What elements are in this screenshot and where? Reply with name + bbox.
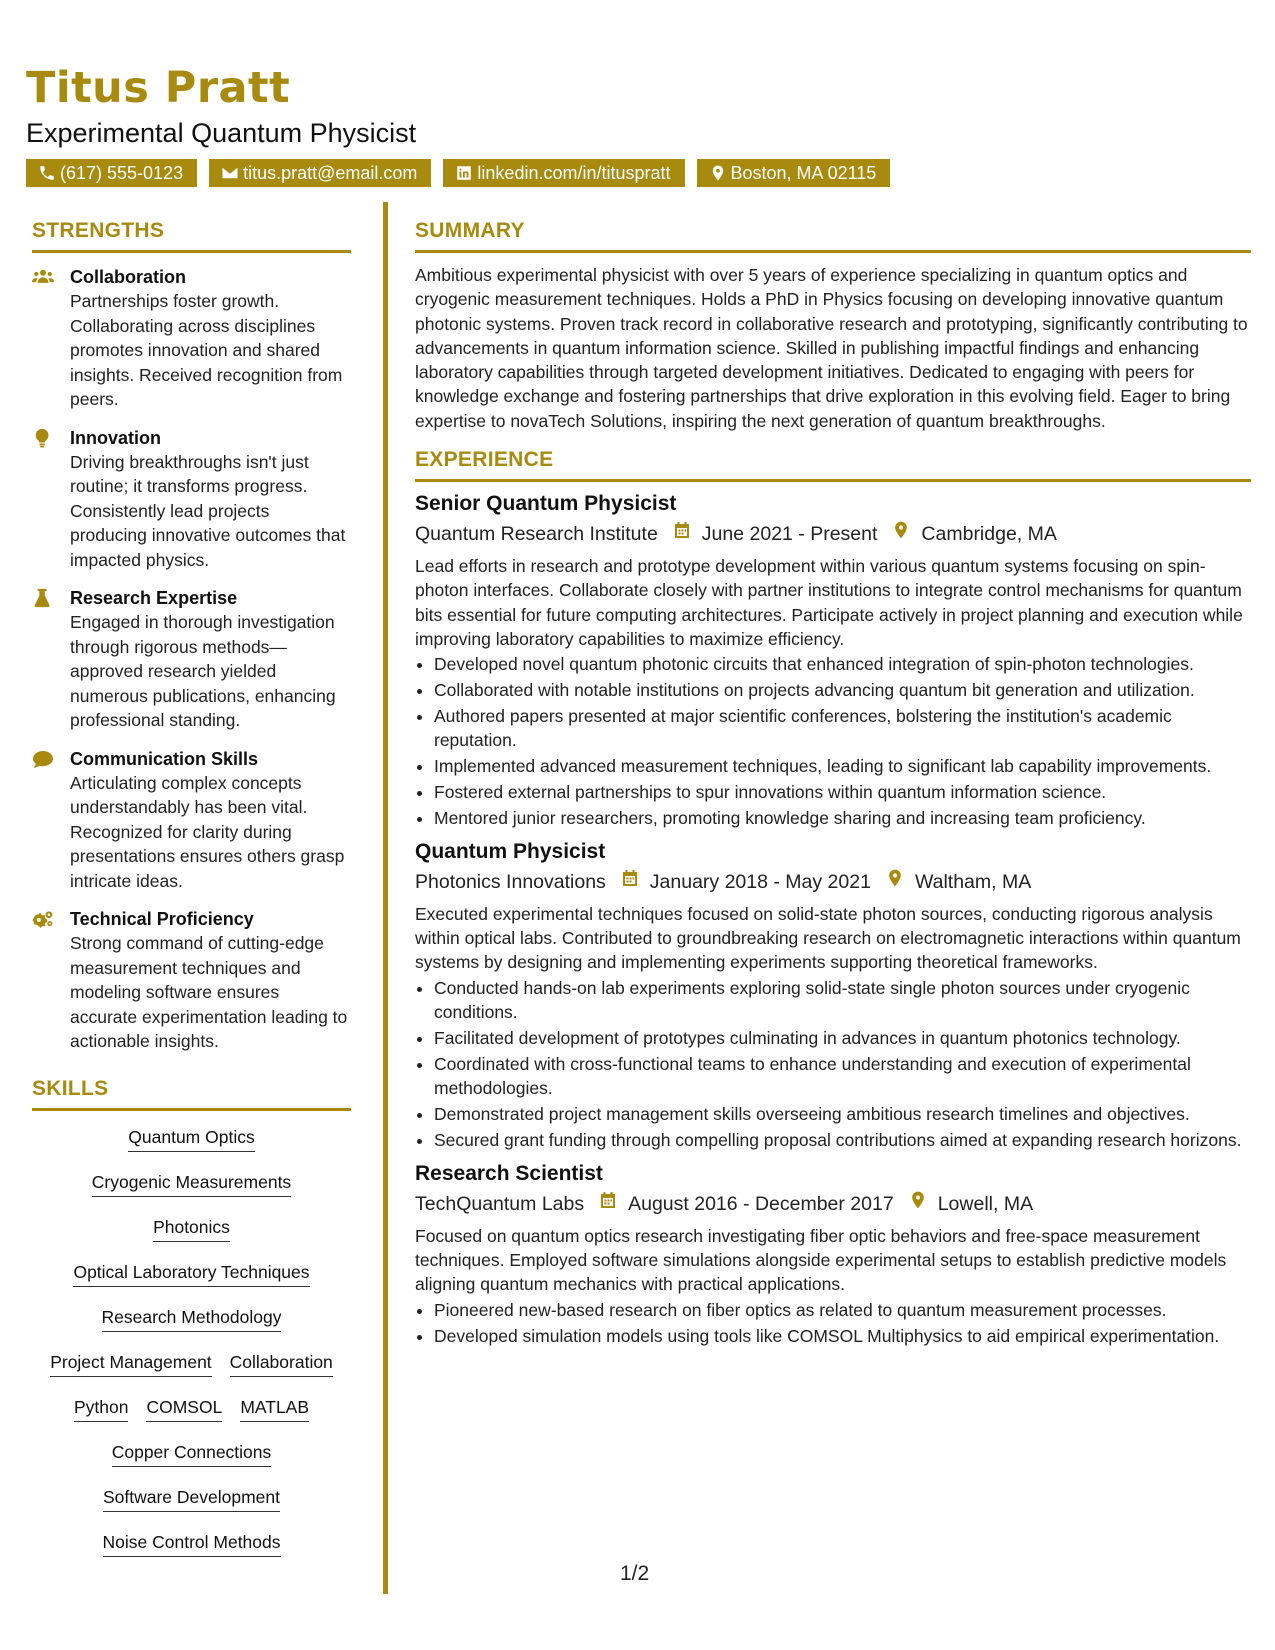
bullet-item: • Implemented advanced measurement techniques, leading to significant lab capability improvements. [434,754,1251,778]
candidate-name: Titus Pratt [26,63,291,113]
job-dates: August 2016 - December 2017 [628,1192,894,1215]
strength-title: Technical Proficiency [70,909,254,929]
bullet-item: • Secured grant funding through compelling proposal contributions aimed at expanding research horizons. [434,1128,1251,1152]
contact-location [697,159,891,187]
skill-row [103,1485,280,1512]
job-meta [415,1190,1251,1218]
job-dates: June 2021 - Present [701,523,878,546]
bullet-item: • Coordinated with cross-functional teams to enhance understanding and execution of experimental methodologies. [434,1052,1251,1101]
company-name: TechQuantum Labs [415,1192,585,1215]
skill-tag: Cryogenic Measurements [92,1170,291,1197]
job-meta [415,520,1251,548]
page-number: 1/2 [620,1562,650,1585]
location-text: Boston, MA 02115 [730,163,877,183]
summary-heading: SUMMARY [415,218,1251,253]
map-pin-icon [894,1190,938,1218]
skill-row [92,1170,291,1197]
skill-tag: Copper Connections [112,1440,272,1467]
company-name: Photonics Innovations [415,870,606,893]
job-bullets [415,976,1251,1152]
bullet-item: • Developed novel quantum photonic circuits that enhanced integration of spin-photon technologies. [434,652,1251,676]
strength-title: Communication Skills [70,748,259,769]
skill-row [153,1215,230,1242]
strength-item [32,747,351,894]
skill-tag: Noise Control Methods [103,1530,281,1557]
strength-title: Collaboration [70,267,186,287]
strengths-heading: STRENGTHS [32,218,351,253]
bullet-item: • Conducted hands-on lab experiments exploring solid-state single photon sources under cryogenic conditions. [434,976,1251,1025]
gears-icon [32,907,70,1054]
skill-row [102,1305,282,1332]
contact-bar [26,159,1249,187]
users-icon [32,265,70,412]
job-description: Executed experimental techniques focused on solid-state photon sources, conducting rigorous analysis within optical labs. Contributed to groundbreaking research on electromagnetic interactions within quantum systems by designing and implementing experiments supporting theoretical frameworks. [415,903,1241,973]
skill-tag: Software Development [103,1485,280,1512]
strength-item [32,907,351,1054]
skill-tag: Optical Laboratory Techniques [73,1260,309,1287]
skill-tag: COMSOL [146,1395,222,1422]
strength-text: Partnerships foster growth. Collaborating across disciplines promotes innovation and shared insights. Received recognition from peers. [70,291,343,409]
phone-text: (617) 555-0123 [60,163,184,183]
bullet-item: • Mentored junior researchers, promoting knowledge sharing and increasing team proficiency. [434,806,1251,830]
skill-tag: Project Management [50,1350,211,1377]
job-title: Quantum Physicist [415,839,606,863]
skill-row [50,1350,333,1377]
experience-heading: EXPERIENCE [415,447,1251,482]
skill-tag: Collaboration [230,1350,333,1377]
skills-heading: SKILLS [32,1076,351,1111]
job-bullets [415,1298,1251,1348]
skill-tag: Quantum Optics [128,1125,254,1152]
contact-linkedin[interactable] [443,159,684,187]
bullet-item: • Developed simulation models using tools like COMSOL Multiphysics to aid empirical experimentation. [434,1324,1251,1348]
strength-title: Innovation [70,427,161,448]
skill-row [103,1530,281,1557]
job-entry [415,1160,1251,1348]
map-pin-icon [709,164,727,182]
linkedin-text: linkedin.com/in/tituspratt [477,163,671,183]
skill-tag: MATLAB [240,1395,309,1422]
flask-icon [32,586,70,733]
left-column [32,218,351,1575]
map-pin-icon [877,520,921,548]
calendar-icon [658,520,702,548]
strength-text: Strong command of cutting-edge measurement techniques and modeling software ensures accurate experimentation leading to actionable insights. [70,933,348,1051]
column-divider [383,202,388,1594]
skill-row [74,1395,309,1422]
job-meta [415,868,1251,896]
resume-header [26,62,1249,187]
bullet-item: • Demonstrated project management skills overseeing ambitious research timelines and objectives. [434,1102,1251,1126]
lightbulb-icon [32,426,70,573]
bullet-item: • Facilitated development of prototypes culminating in advances in quantum photonics technology. [434,1026,1251,1050]
job-description: Lead efforts in research and prototype development within various quantum systems focusing on spin-photon interfaces. Collaborate closely with partner institutions to integrate control mechanisms for quantum bits essential for future computing architectures. Participate actively in project planning and execution while improving laboratory capabilities to maximize efficiency. [415,556,1243,649]
job-entry [415,490,1251,830]
job-entry [415,838,1251,1152]
candidate-title: Experimental Quantum Physicist [26,118,417,148]
bullet-item: • Fostered external partnerships to spur innovations within quantum information science. [434,780,1251,804]
bullet-item: • Pioneered new-based research on fiber optics as related to quantum measurement processes. [434,1298,1251,1322]
map-pin-icon [871,868,915,896]
phone-icon [38,164,56,182]
envelope-icon [221,164,239,182]
job-location: Cambridge, MA [921,523,1057,546]
linkedin-icon [455,164,473,182]
strength-title: Research Expertise [70,588,238,608]
job-bullets [415,652,1251,830]
skill-row [73,1260,309,1287]
skill-tag: Photonics [153,1215,230,1242]
job-location: Lowell, MA [937,1192,1034,1215]
job-title: Research Scientist [415,1161,603,1185]
skill-row [112,1440,272,1467]
calendar-icon [606,868,650,896]
skill-tag: Research Methodology [102,1305,282,1332]
job-title: Senior Quantum Physicist [415,492,677,516]
job-dates: January 2018 - May 2021 [649,870,871,893]
strength-text: Driving breakthroughs isn't just routine; it transforms progress. Consistently lead projects producing innovative outcomes that impacted physics. [70,451,346,570]
comment-icon [32,747,70,894]
right-column [415,218,1251,1349]
skill-tag: Python [74,1395,128,1422]
summary-text: Ambitious experimental physicist with over 5 years of experience specializing in quantum optics and cryogenic measurement techniques. Holds a PhD in Physics focusing on developing innovative quantum photonic systems. Proven track record in collaborative research and prototyping, significantly contributing to advancements in quantum information science. Skilled in publishing impactful findings and enhancing laboratory capabilities through targeted development initiatives. Dedicated to engaging with peers for knowledge exchange and fostering partnerships that drive exploration in this evolving field. Eager to bring expertise to novaTech Solutions, inspiring the next generation of quantum breakthroughs. [415,265,1248,431]
strength-text: Articulating complex concepts understandably has been vital. Recognized for clarity during presentations ensures others grasp intricate ideas. [70,772,345,891]
strength-item [32,265,351,412]
bullet-item: • Authored papers presented at major scientific conferences, bolstering the institution's academic reputation. [434,704,1251,753]
strength-item [32,426,351,573]
strength-text: Engaged in thorough investigation through rigorous methods—approved research yielded numerous publications, enhancing professional standing. [70,612,336,730]
contact-phone[interactable] [26,159,197,187]
job-location: Waltham, MA [914,870,1032,893]
skills-list [32,1125,351,1575]
strength-item [32,586,351,733]
skill-row [128,1125,254,1152]
bullet-item: • Collaborated with notable institutions on projects advancing quantum bit generation and utilization. [434,678,1251,702]
calendar-icon [584,1190,628,1218]
job-description: Focused on quantum optics research investigating fiber optic behaviors and free-space measurement techniques. Employed software simulations alongside experimental setups to establish predictive models aligning quantum mechanics with practical applications. [415,1225,1227,1295]
contact-email[interactable] [209,159,431,187]
company-name: Quantum Research Institute [415,523,658,546]
email-text: titus.pratt@email.com [243,163,418,183]
